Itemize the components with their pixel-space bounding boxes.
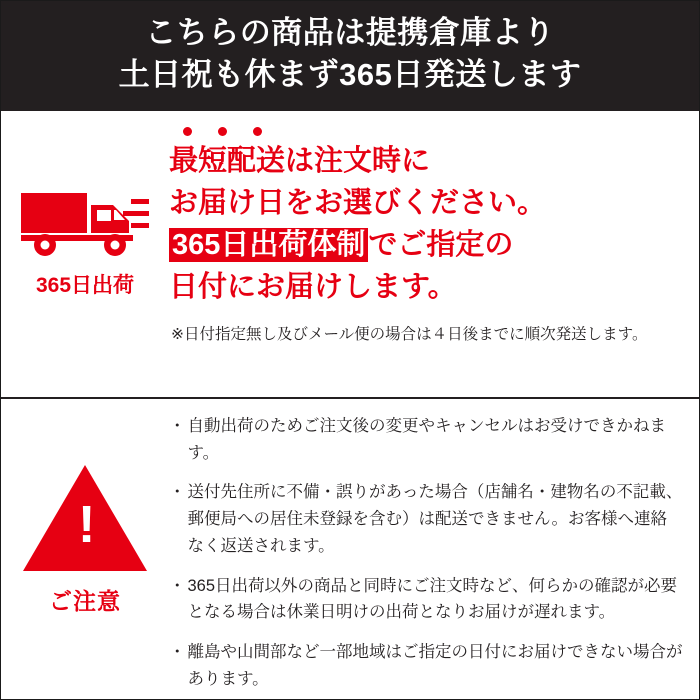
list-item-text: 送付先住所に不備・誤りがあった場合（店舗名・建物名の不記載、郵便局への居住未登録を含む）は配送できません。お客様へ連絡なく返送されます。 <box>187 483 683 555</box>
bullet-mark: ・ <box>169 643 186 662</box>
dot-1 <box>183 127 192 136</box>
list-item <box>169 479 683 559</box>
decorative-dots <box>183 127 685 136</box>
truck-icon <box>19 181 151 259</box>
dot-2 <box>218 127 227 136</box>
caution-icon-column <box>1 413 169 697</box>
bullet-mark: ・ <box>169 483 186 502</box>
warning-triangle-icon <box>23 465 147 571</box>
list-item-text: 自動出荷のためご注文後の変更やキャンセルはお受けできかねます。 <box>187 417 666 462</box>
list-item-text: 離島や山間部など一部地域はご指定の日付にお届けできない場合があります。 <box>187 643 683 688</box>
list-item <box>169 573 683 626</box>
list-item <box>169 639 683 692</box>
shipping-message-line-4: 日付にお届けします。 <box>169 271 457 304</box>
shipping-section <box>1 111 699 399</box>
shipping-note: ※日付指定無し及びメール便の場合は４日後までに順次発送します。 <box>171 326 648 344</box>
caution-label: ご注意 <box>49 588 121 614</box>
bullet-mark: ・ <box>169 576 186 595</box>
shipping-message-line-2: お届け日をお選びください。 <box>169 187 547 220</box>
bullet-mark: ・ <box>169 417 186 435</box>
dot-3 <box>253 127 262 136</box>
shipping-message-column <box>169 123 699 391</box>
banner-header <box>1 1 699 111</box>
caution-list <box>169 413 699 697</box>
exclamation-mark-icon: ! <box>78 496 96 554</box>
truck-label: 365日出荷 <box>35 274 135 297</box>
caution-section <box>1 399 699 697</box>
shipping-message-line-3-rest: でご指定の <box>368 229 514 262</box>
list-item-text: 365日出荷以外の商品と同時にご注文時など、何らかの確認が必要となる場合は休業日明けの出荷となりお届けが遅れます。 <box>187 576 678 622</box>
truck-column <box>1 123 169 391</box>
header-line-1: こちらの商品は提携倉庫より <box>145 15 555 51</box>
shipping-message-line-1: 最短配送は注文時に <box>169 145 431 177</box>
shipping-highlight-badge: 365日出荷体制 <box>169 228 368 262</box>
shipping-message-line-3 <box>169 224 685 266</box>
list-item <box>169 413 683 466</box>
header-line-2: 土日祝も休まず365日発送します <box>118 57 582 92</box>
